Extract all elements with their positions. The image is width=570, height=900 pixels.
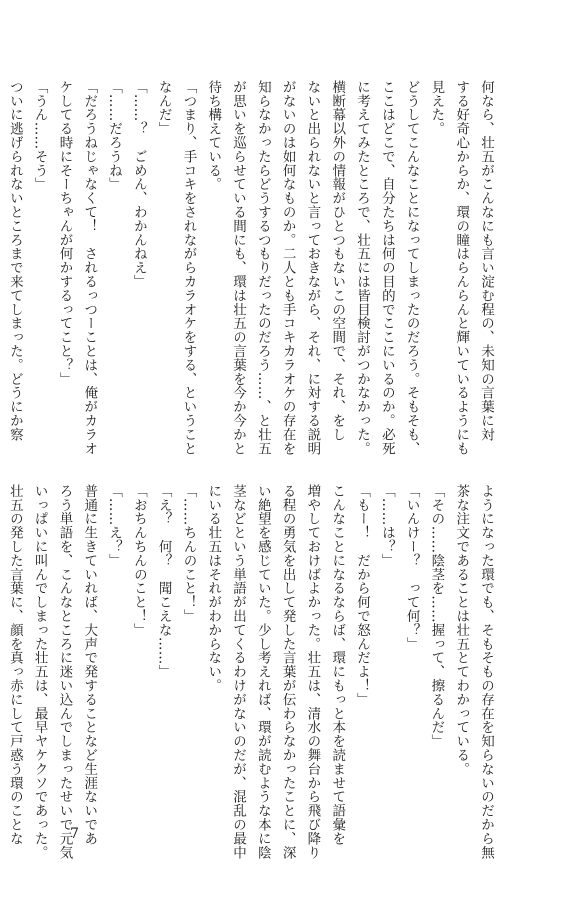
- text-column: どうしてこんなことになってしまったのだろう。そもそも、: [403, 80, 420, 456]
- text-column: 「……ちんのこと！」: [180, 484, 197, 623]
- text-column: 横断幕以外の情報がひとつもないこの空間で、それ、をし: [329, 80, 346, 442]
- text-column: 茶な注文であることは壮五とてわかっている。: [453, 484, 470, 776]
- text-column: 茎などという単語が出てくるわけがないのだが、混乱の最中: [230, 484, 247, 860]
- text-column: する好奇心からか、環の瞳はらんらんと輝いているようにも: [453, 80, 470, 456]
- text-column: いっぱいに叫んでしまった壮五は、最早ヤケクソであった。: [31, 484, 48, 860]
- text-column: ケしてる時にそーちゃんが何かするってこと？」: [56, 80, 73, 386]
- text-column: 増やしておけばよかった。壮五は、清水の舞台から飛び降り: [304, 484, 321, 860]
- text-column: る程の勇気を出して発した言葉が伝わらなかったことに、深: [279, 484, 296, 860]
- text-column: 見えた。: [428, 80, 445, 136]
- text-column: こんなことになるならば、環にもっと本を読ませて語彙を: [329, 484, 346, 846]
- text-column: 「……え？」: [106, 484, 123, 568]
- text-column: 何なら、壮五がこんなにも言い淀む程の、未知の言葉に対: [478, 80, 494, 442]
- text-column: [0, 484, 2, 766]
- text-column: 普通に生きていれば、大声で発することなど生涯ないであ: [81, 484, 98, 846]
- text-column: 「もー！ だから何で怒んだよ！」: [354, 484, 371, 707]
- text-column: ろう単語を、こんなところに迷い込んでしまったせいで元気: [56, 484, 73, 860]
- page-number: 7: [70, 826, 79, 842]
- text-column: ようになった環でも、そもそもの存在を知らないのだから無: [478, 484, 494, 860]
- text-column: 「……は？」: [378, 484, 395, 568]
- text-block-lower: [6, 484, 498, 860]
- text-column: 「おちんちんのこと！」: [130, 484, 147, 637]
- text-column: ないと出られないと言っておきながら、それ、に対する説明: [304, 80, 321, 456]
- text-column: 待ち構えている。: [205, 80, 222, 192]
- text-column: 知らなかったらどうするつもりだったのだろう……、と壮五: [254, 80, 271, 456]
- text-column: [0, 80, 2, 362]
- text-column: 「その……陰茎を……握って、擦るんだ」: [428, 484, 445, 749]
- text-column: い絶望を感じていた。少し考えれば、環が読むような本に陰: [254, 484, 271, 860]
- text-column: 「……？ ごめん、わかんねえ」: [130, 80, 147, 289]
- text-column: 「うん……そう」: [31, 80, 48, 192]
- text-column: にいる壮五はそれがわからない。: [205, 484, 222, 693]
- text-column: 「え？ 何？ 聞こえな……」: [155, 484, 172, 679]
- text-column: 「いんけー？ って何？」: [403, 484, 420, 651]
- text-block-upper: [6, 80, 498, 456]
- text-column: 壮五の発した言葉に、顔を真っ赤にして戸惑う環のことな: [6, 484, 23, 846]
- text-column: がないのは如何なものか。二人とも手コキカラオケの存在を: [279, 80, 296, 456]
- text-column: に考えてみたところで、壮五には皆目検討がつかなかった。: [354, 80, 371, 456]
- text-column: 「つまり、手コキをされながらカラオケをする、ということ: [180, 80, 197, 456]
- text-column: 「だろうねじゃなくて！ されるっつーことは、俺がカラオ: [81, 80, 98, 456]
- text-column: が思いを巡らせている間にも、環は壮五の言葉を今か今かと: [230, 80, 247, 456]
- text-column: ここはどこで、自分たちは何の目的でここにいるのか。必死: [378, 80, 395, 456]
- text-column: 「……だろうね」: [106, 80, 123, 192]
- text-column: なんだ」: [155, 80, 172, 136]
- text-column: ついに逃げられないところまで来てしまった。どうにか察: [6, 80, 23, 442]
